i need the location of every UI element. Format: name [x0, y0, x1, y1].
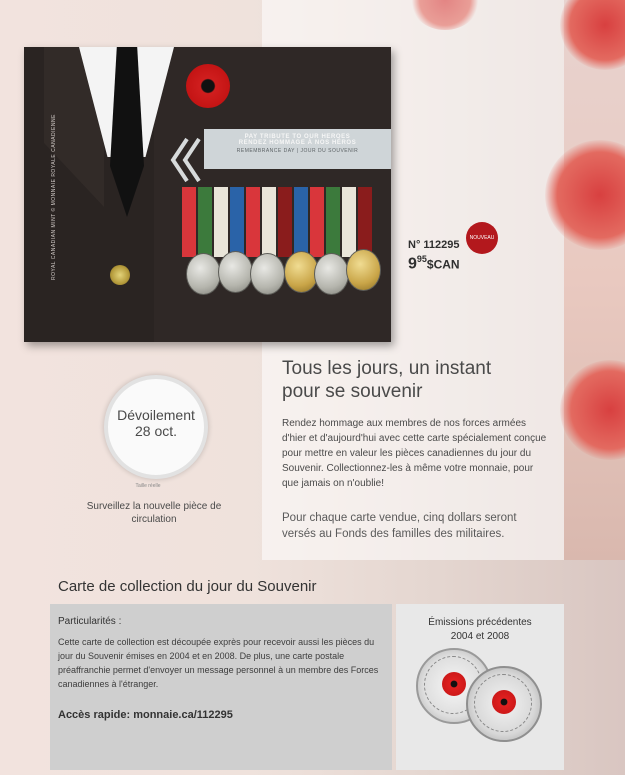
details-text: Cette carte de collection est découpée exprès pour recevoir aussi les pièces du jour du Souvenir émises en 2004 et en 2008. De plus, une carte postale préaffranchie permet d'envoyer un message personnel à un membre des Forces canadiennes à l'étranger. — [58, 637, 379, 689]
unveiling-label: Dévoilement — [117, 407, 195, 423]
medal-icon — [314, 253, 349, 295]
price-cents: 95 — [416, 254, 427, 264]
unveiling-coin-badge — [104, 375, 208, 479]
details-box — [50, 604, 392, 770]
quick-access-link[interactable]: Accès rapide: monnaie.ca/112295 — [58, 709, 233, 721]
headline — [282, 357, 562, 403]
medal-icon — [218, 251, 253, 293]
previous-issues-title-line-2: 2004 et 2008 — [450, 631, 510, 642]
callout-text: Pour chaque carte vendue, cinq dollars seront versés au Fonds des familles des militaires. — [282, 512, 517, 540]
spine-text: ROYAL CANADIAN MINT © MONNAIE ROYALE CANADIENNE — [51, 114, 57, 280]
chevron-icon — [169, 137, 201, 183]
poppy-icon — [442, 672, 466, 696]
card-banner — [204, 129, 391, 169]
details-label: Particularités : — [58, 616, 122, 627]
coin-size-note: Taille réelle — [135, 483, 161, 489]
coin-note: Surveillez la nouvelle pièce de circulation — [86, 501, 222, 525]
unveiling-date: 28 oct. — [134, 423, 178, 439]
headline-line-2: pour se souvenir — [282, 381, 423, 402]
medals — [184, 247, 379, 317]
banner-line-3: REMEMBRANCE DAY | JOUR DU SOUVENIR — [236, 148, 359, 154]
poppy-pin-icon — [186, 64, 230, 108]
medal-icon — [346, 249, 381, 291]
medal-icon — [186, 253, 221, 295]
new-badge: NOUVEAU — [466, 222, 498, 254]
banner-line-2: RENDEZ HOMMAGE À NOS HÉROS — [238, 140, 357, 146]
product-card-image — [24, 47, 391, 342]
previous-issues-title — [396, 616, 564, 644]
price — [408, 254, 460, 273]
banner-line-1: PAY TRIBUTE TO OUR HEROES — [244, 134, 351, 140]
previous-issues-box — [396, 604, 564, 770]
headline-line-1: Tous les jours, un instant — [282, 358, 492, 379]
product-number: N° 112295 — [408, 239, 460, 251]
coin-2008-icon — [466, 666, 542, 742]
background-poppy-strip — [564, 0, 625, 560]
medal-icon — [250, 253, 285, 295]
price-currency: $CAN — [426, 257, 460, 272]
price-main: 9 — [408, 255, 417, 273]
body-text: Rendez hommage aux membres de nos forces armées d'hier et d'aujourd'hui avec cette carte spécialement conçue pour mettre en valeur les pièces canadiennes du jour du Souvenir. Collectionnez-les à même votre monnaie, pour que jamais on n'oublie! — [282, 418, 547, 489]
poppy-icon — [492, 690, 516, 714]
previous-issues-title-line-1: Émissions précédentes — [428, 617, 532, 628]
section-title: Carte de collection du jour du Souvenir — [58, 578, 317, 595]
jacket-button — [110, 265, 130, 285]
